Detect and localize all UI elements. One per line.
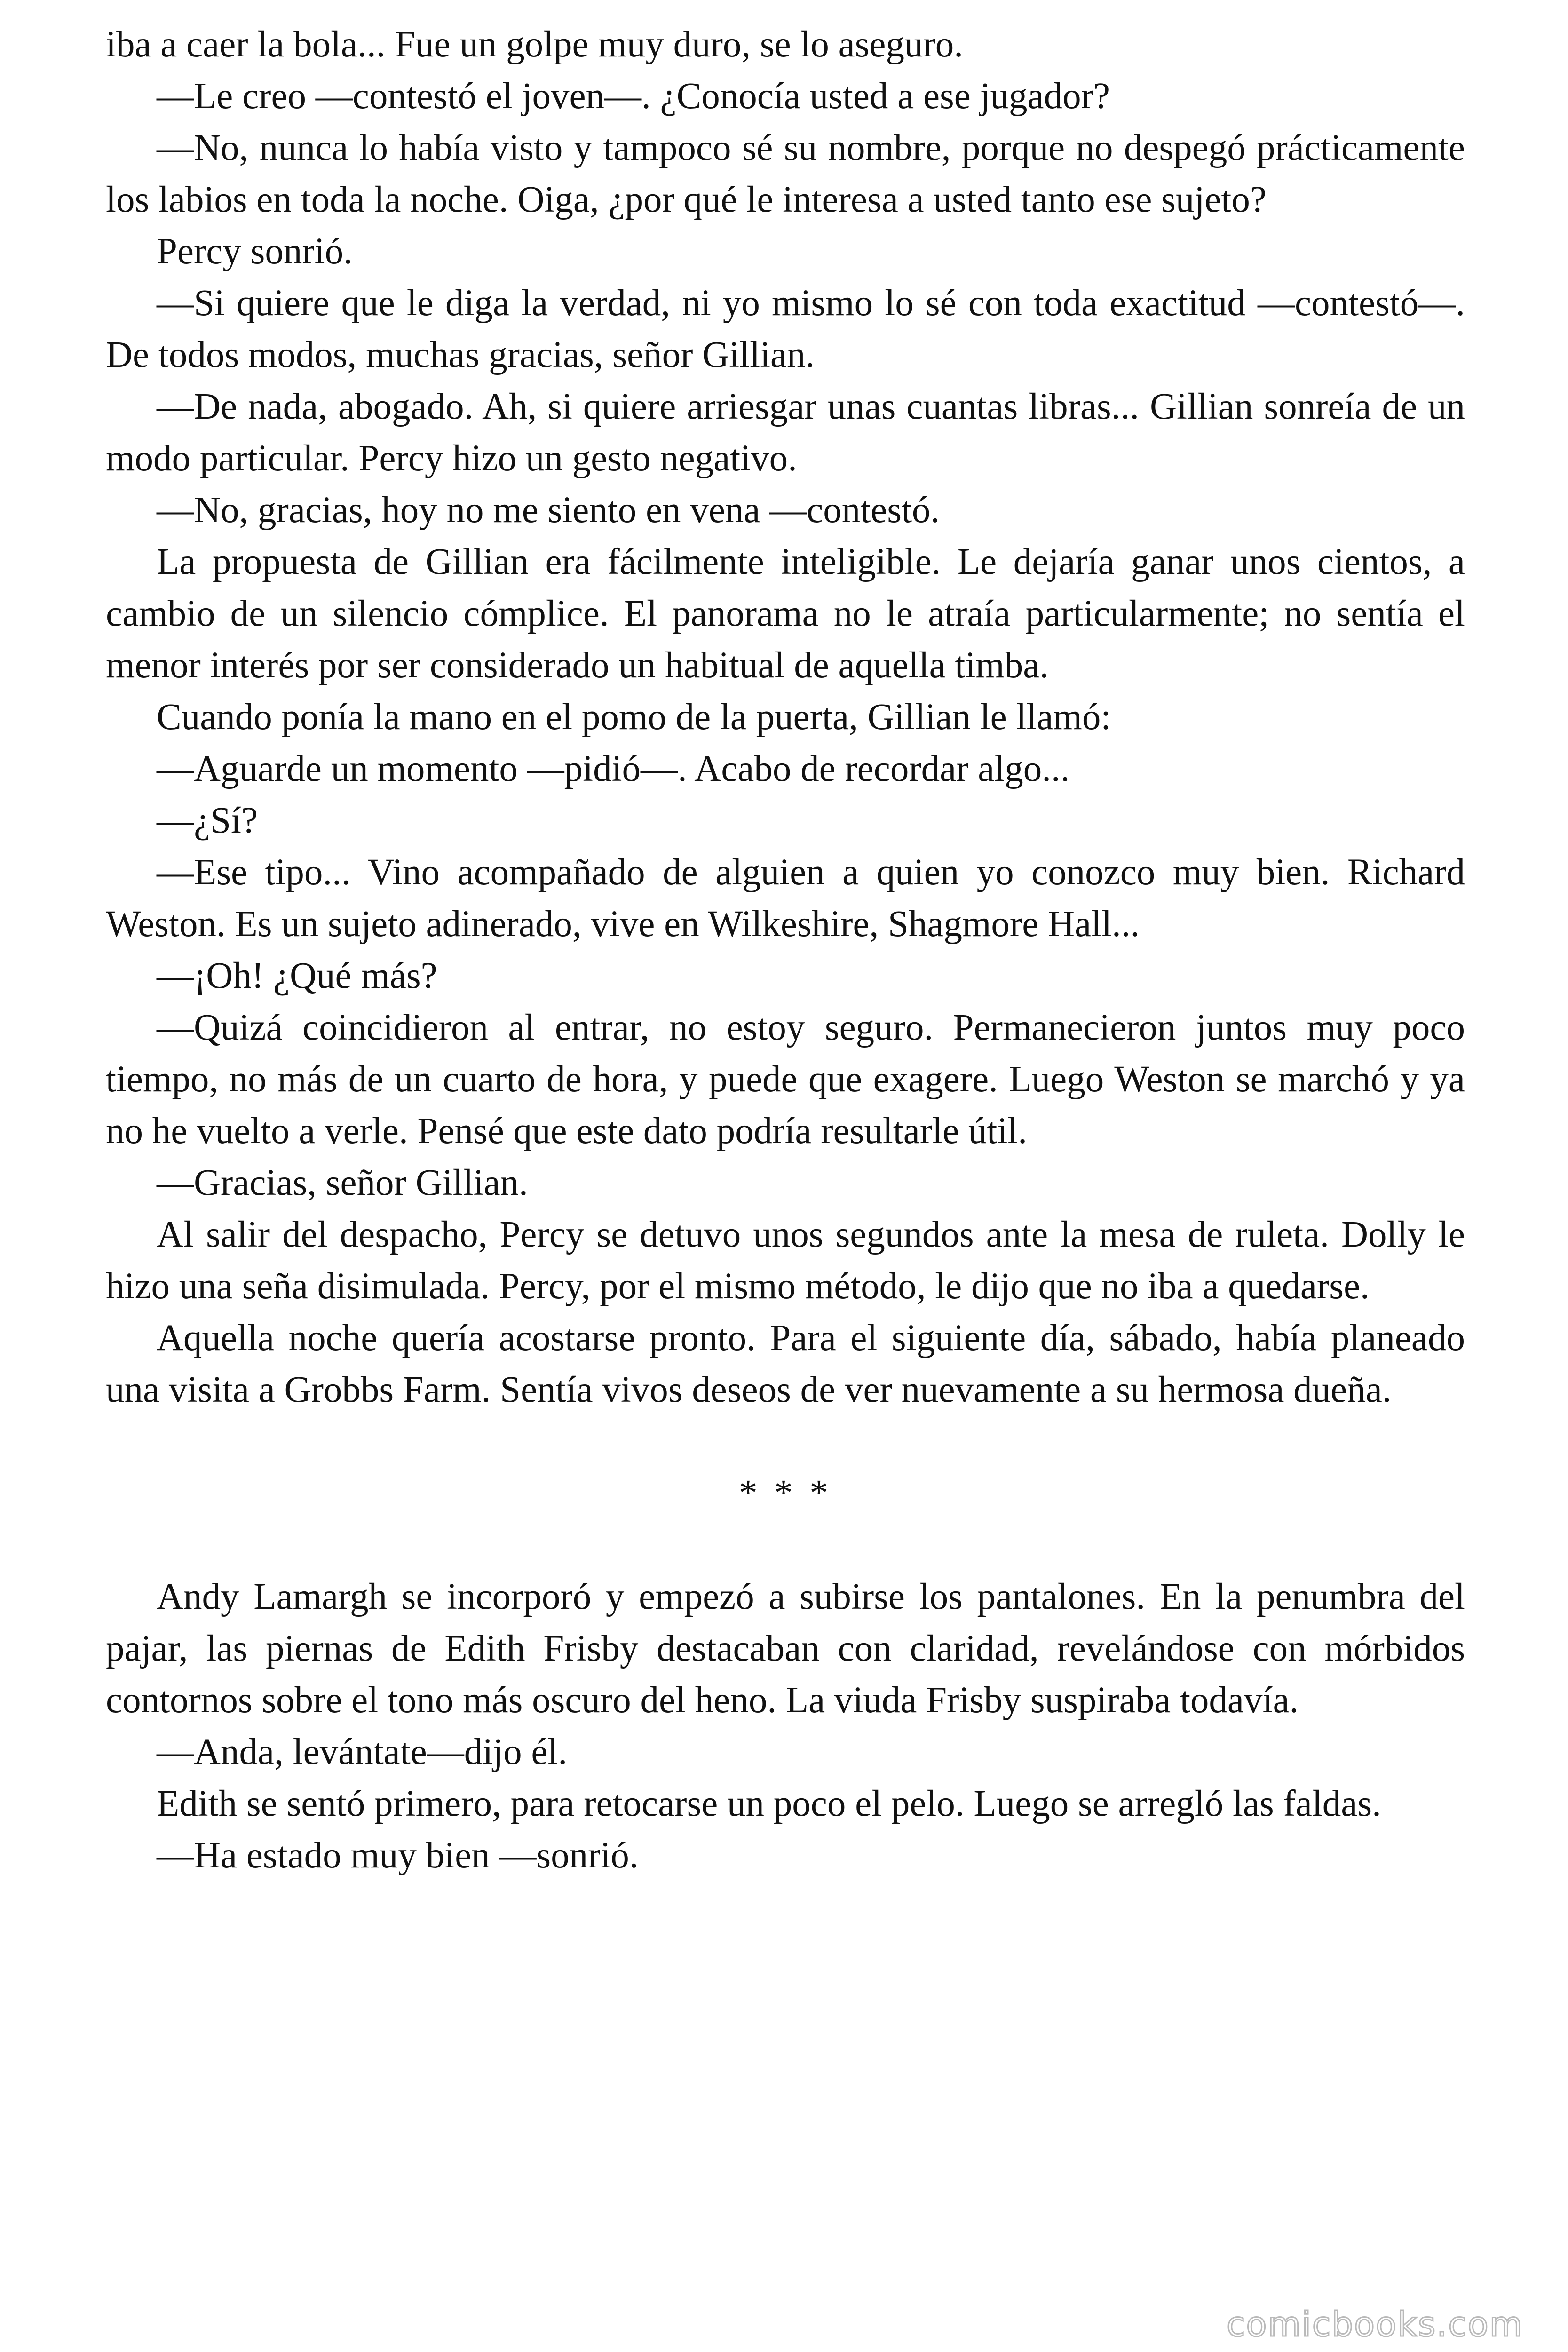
paragraph: Al salir del despacho, Percy se detuvo unos segundos ante la mesa de ruleta. Dolly le hizo una seña disimulada. Percy, por el mismo método, le dijo que no iba a quedarse. [106, 1214, 1465, 1307]
paragraph: —De nada, abogado. Ah, si quiere arriesgar unas cuantas libras... Gillian sonreía de un modo particular. Percy hizo un gesto negativo. [106, 386, 1465, 479]
paragraph: —Anda, levántate—dijo él. [157, 1732, 568, 1772]
paragraph: —¿Sí? [157, 800, 258, 841]
paragraph: —Le creo —contestó el joven—. ¿Conocía usted a ese jugador? [157, 76, 1110, 117]
section-separator: * * * [739, 1473, 832, 1514]
paragraph: —No, gracias, hoy no me siento en vena —contestó. [157, 490, 940, 531]
paragraph: —No, nunca lo había visto y tampoco sé su nombre, porque no despegó prácticamente los labios en toda la noche. Oiga, ¿por qué le interesa a usted tanto ese sujeto? [106, 127, 1465, 220]
paragraph: iba a caer la bola... Fue un golpe muy duro, se lo aseguro. [106, 24, 964, 65]
paragraph: —Aguarde un momento —pidió—. Acabo de recordar algo... [157, 748, 1070, 789]
paragraph: Aquella noche quería acostarse pronto. Para el siguiente día, sábado, había planeado una visita a Grobbs Farm. Sentía vivos deseos de ver nuevamente a su hermosa dueña. [106, 1318, 1465, 1410]
paragraph: Cuando ponía la mano en el pomo de la puerta, Gillian le llamó: [157, 697, 1111, 738]
paragraph: La propuesta de Gillian era fácilmente inteligible. Le dejaría ganar unos cientos, a cambio de un silencio cómplice. El panorama no le atraía particularmente; no sentía el menor interés por ser considerado un habitual de aquella timba. [106, 541, 1465, 686]
paragraph: —¡Oh! ¿Qué más? [157, 955, 437, 996]
paragraph: —Quizá coincidieron al entrar, no estoy seguro. Permanecieron juntos muy poco tiempo, no más de un cuarto de hora, y puede que exagere. Luego Weston se marchó y ya no he vuelto a verle. Pensé que este dato podría resultarle útil. [106, 1007, 1465, 1152]
page-text [106, 19, 1465, 1882]
paragraph: —Ese tipo... Vino acompañado de alguien a quien yo conozco muy bien. Richard Weston. Es un sujeto adinerado, vive en Wilkeshire, Shagmore Hall... [106, 852, 1465, 945]
paragraph: Andy Lamargh se incorporó y empezó a subirse los pantalones. En la penumbra del pajar, las piernas de Edith Frisby destacaban con claridad, revelándose con mórbidos contornos sobre el tono más oscuro del heno. La viuda Frisby suspiraba todavía. [106, 1576, 1465, 1721]
paragraph: Percy sonrió. [157, 231, 353, 272]
watermark: comicbooks.com [1226, 2304, 1523, 2344]
paragraph: —Gracias, señor Gillian. [157, 1162, 528, 1203]
paragraph: Edith se sentó primero, para retocarse un poco el pelo. Luego se arregló las faldas. [157, 1783, 1381, 1824]
paragraph: —Si quiere que le diga la verdad, ni yo mismo lo sé con toda exactitud —contestó—. De todos modos, muchas gracias, señor Gillian. [106, 283, 1465, 375]
paragraph: —Ha estado muy bien —sonrió. [157, 1835, 639, 1876]
